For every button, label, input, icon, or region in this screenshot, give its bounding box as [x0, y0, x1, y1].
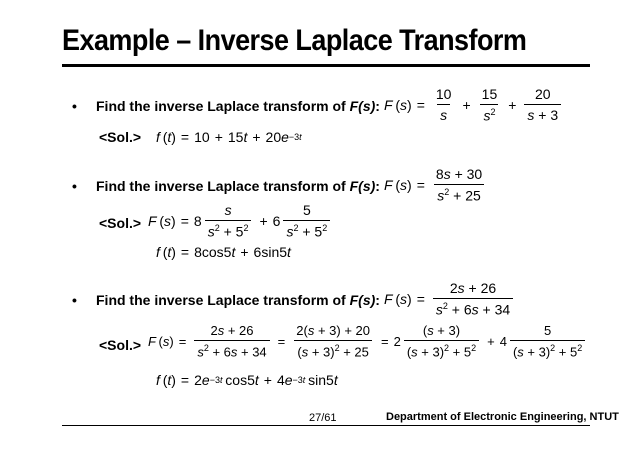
footer-divider — [62, 425, 590, 426]
problem-3-given: F ( s ) = $\frac{2s + 26}{s^2 + 6s + 34}$ — [384, 280, 516, 318]
problem-2-given: F ( s ) = $\frac{8s + 30}{s^2 + 25}$ — [384, 166, 483, 204]
department-label: Department of Electronic Engineering, NTUT — [386, 411, 619, 423]
problem-3-solution-step1: F ( s ) = $\frac{2s + 26}{s^2 + 6s + 34}$ = $\frac{2(s + 3) + 20}{(s + 3)^2 + 25}$ = 2 $\frac{(s + 3)}{(s + 3)^2 + 5^2}$ + 4 $\frac{5}{(s + 3)^2 + 5^2}$ — [148, 323, 588, 359]
slide-title: Example – Inverse Laplace Transform — [62, 24, 527, 57]
problem-2-solution-step1: F ( s ) = 8 $\frac{s}{s^2 + 5^2}$ + 6 $\frac{5}{s^2 + 5^2}$ — [148, 202, 333, 240]
sol-label-2: <Sol.> — [99, 215, 142, 231]
bullet-1: • — [72, 98, 77, 114]
sol-label-3: <Sol.> — [99, 337, 142, 353]
problem-2-prompt: Find the inverse Laplace transform of F(s): — [96, 178, 380, 194]
problem-3-solution-step2: f ( t ) = 2 e −3t cos5 t + 4 e −3t sin5 t — [156, 372, 338, 388]
problem-2-solution-step2: f ( t ) = 8cos5 t + 6sin5 t — [156, 244, 291, 260]
title-divider — [62, 64, 590, 67]
sol-label-1: <Sol.> — [99, 129, 142, 145]
problem-1-solution: f ( t ) = 10 + 15 t + 20 e −3t — [156, 129, 302, 145]
page-number: 27/61 — [309, 412, 337, 424]
problem-3-prompt: Find the inverse Laplace transform of F(s): — [96, 292, 380, 308]
problem-1-given: F ( s ) = $\frac{10}{s}$ + $\frac{15}{s^2}$ + $\frac{20}{s + 3}$ — [384, 86, 564, 124]
problem-1-prompt: Find the inverse Laplace transform of F(s): — [96, 98, 380, 114]
bullet-2: • — [72, 178, 77, 194]
bullet-3: • — [72, 292, 77, 308]
